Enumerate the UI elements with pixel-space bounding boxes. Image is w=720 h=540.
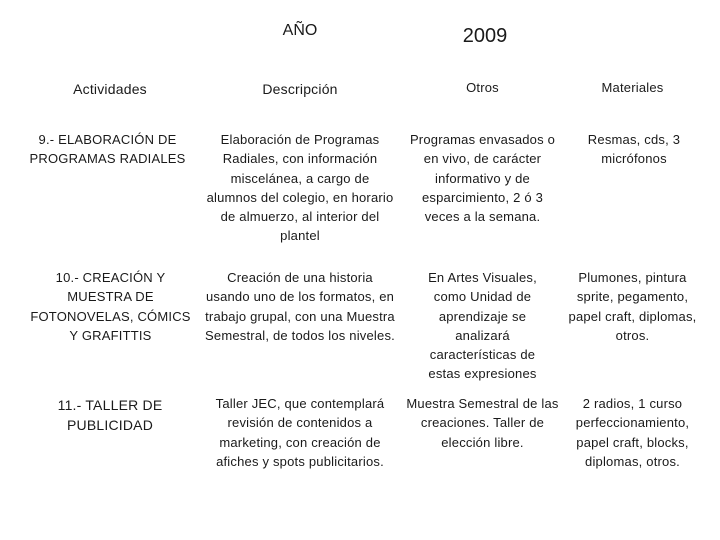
row-11-materiales: 2 radios, 1 curso perfeccionamiento, papel craft, blocks, diplomas, otros. xyxy=(575,396,690,469)
row-9-actividad: 9.- ELABORACIÓN DE PROGRAMAS RADIALES xyxy=(29,132,186,167)
header-actividades: Actividades xyxy=(73,81,147,97)
row-11-actividad: 11.- TALLER DE PUBLICIDAD xyxy=(57,397,163,433)
row-9-otros: Programas envasados o en vivo, de carácter informativo y de esparcimiento, 2 ó 3 veces a la semana. xyxy=(409,132,556,225)
row-11-descripcion: Taller JEC, que contemplará revisión de contenidos a marketing, con creación de afiches y spots publicitarios. xyxy=(215,396,385,469)
row-10-actividad: 10.- CREACIÓN Y MUESTRA DE FOTONOVELAS, CÓMICS Y GRAFITTIS xyxy=(30,270,191,343)
header-descripcion: Descripción xyxy=(262,81,338,97)
row-9-descripcion: Elaboración de Programas Radiales, con información miscelánea, a cargo de alumnos del colegio, en horario de almuerzo, al interior del plantel xyxy=(206,132,394,244)
row-10-otros: En Artes Visuales, como Unidad de aprendizaje se analizará características de estas expresiones xyxy=(428,270,537,382)
year-value: 2009 xyxy=(462,25,508,47)
row-10-materiales: Plumones, pintura sprite, pegamento, papel craft, diplomas, otros. xyxy=(568,270,697,343)
row-9-materiales: Resmas, cds, 3 micrófonos xyxy=(587,132,681,167)
row-11-otros: Muestra Semestral de las creaciones. Taller de elección libre. xyxy=(406,396,559,450)
header-otros: Otros xyxy=(466,80,499,95)
row-10-descripcion: Creación de una historia usando uno de los formatos, en trabajo grupal, con una Muestra Semestral, de todos los niveles. xyxy=(205,270,395,343)
header-materiales: Materiales xyxy=(601,80,664,95)
year-label: AÑO xyxy=(282,22,318,39)
